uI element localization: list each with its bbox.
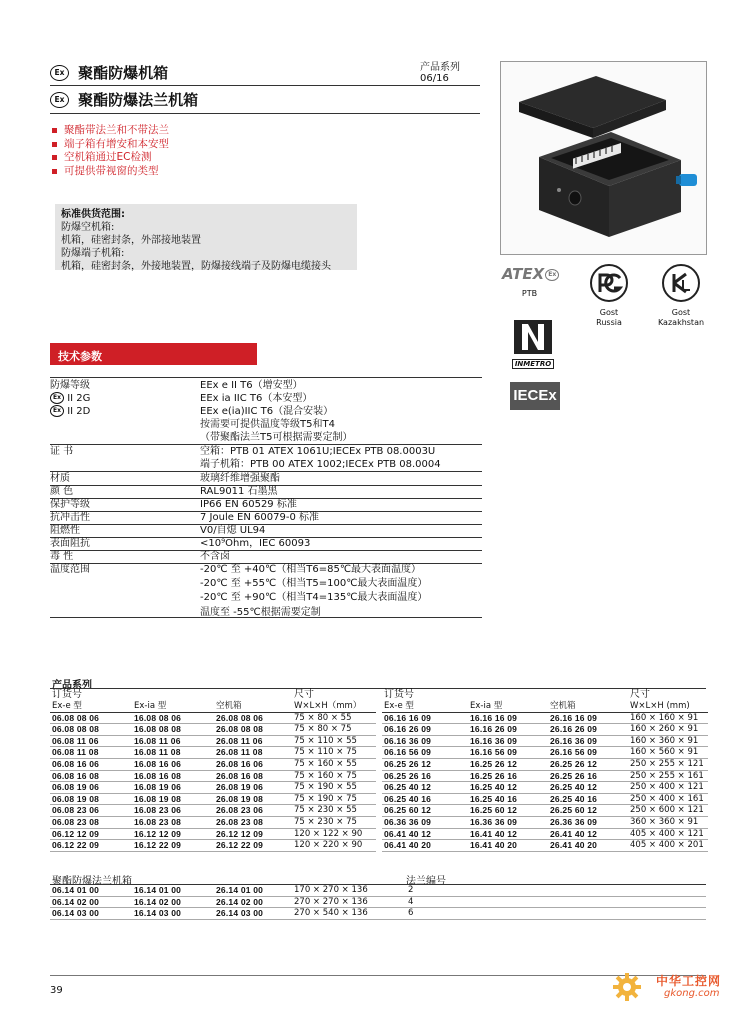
order-code-cell: 16.25 26 12	[468, 758, 548, 770]
dimension-cell: 360 × 360 × 91	[628, 816, 708, 828]
gear-icon	[612, 972, 642, 1002]
spec-value: -20℃ 至 +40℃（相当T6=85℃最大表面温度）	[200, 564, 422, 575]
gost-russia-label-2: Russia	[596, 317, 622, 327]
spec-value: EEx e(ia)IIC T6（混合安装）	[200, 406, 334, 417]
iecex-logo	[510, 382, 560, 410]
order-code-cell: 16.14 03 00	[132, 908, 214, 920]
inmetro-mark-icon	[512, 320, 554, 354]
spec-value: 端子机箱：PTB 00 ATEX 1002;IECEx PTB 08.0004	[200, 459, 441, 470]
order-code-cell: 26.41 40 20	[548, 840, 628, 852]
dimension-cell: 75 × 80 × 55	[292, 712, 376, 724]
table-row	[382, 770, 708, 782]
spec-label: 阻燃性	[50, 525, 80, 536]
col-exia: Ex-ia 型	[468, 701, 548, 712]
page-number: 39	[50, 985, 63, 996]
order-code-cell: 16.08 08 08	[132, 724, 214, 736]
dimension-cell: 75 × 160 × 55	[292, 758, 376, 770]
order-code-cell: 26.25 26 12	[548, 758, 628, 770]
spec-value: EEx ia IIC T6（本安型）	[200, 393, 313, 404]
supply-line: 防爆空机箱:	[61, 222, 115, 233]
table-row	[382, 758, 708, 770]
order-code-cell: 06.08 16 08	[50, 770, 132, 782]
table-row	[50, 758, 376, 770]
spec-value: （带聚酯法兰T5可根据需要定制）	[200, 432, 353, 443]
spec-value: 按需要可提供温度等级T5和T4	[200, 419, 335, 430]
table-row	[50, 782, 376, 794]
feature-item: 端子箱有增安和本安型	[52, 138, 169, 152]
dimension-cell: 75 × 230 × 75	[292, 816, 376, 828]
dimension-cell: 250 × 400 × 161	[628, 793, 708, 805]
spec-value: EEx e II T6（增安型）	[200, 380, 303, 391]
dimension-cell: 75 × 230 × 55	[292, 805, 376, 817]
order-code-cell: 16.25 40 12	[468, 782, 548, 794]
spec-value: 空箱：PTB 01 ATEX 1061U;IECEx PTB 08.0003U	[200, 446, 436, 457]
order-code-cell: 06.08 23 08	[50, 816, 132, 828]
table-row	[50, 770, 376, 782]
table-row	[382, 840, 708, 852]
order-table-left	[50, 689, 376, 852]
flange-number-cell: 4	[406, 896, 706, 908]
col-exe: Ex-e 型	[382, 701, 468, 712]
spec-value: RAL9011 石墨黑	[200, 486, 278, 497]
table-row	[50, 747, 376, 759]
spec-label: 毒 性	[50, 551, 74, 562]
table-row	[382, 782, 708, 794]
ptb-label: PTB	[521, 289, 538, 298]
col-empty: 空机箱	[214, 701, 292, 712]
dimension-cell: 120 × 220 × 90	[292, 840, 376, 852]
feature-list	[52, 124, 169, 178]
ex-icon: Ex	[545, 269, 559, 281]
order-code-cell: 16.08 16 08	[132, 770, 214, 782]
dimension-cell: 160 × 360 × 91	[628, 735, 708, 747]
order-code-cell: 06.25 60 12	[382, 805, 468, 817]
table-row	[382, 712, 708, 724]
table-row	[382, 816, 708, 828]
order-code-cell: 26.08 16 08	[214, 770, 292, 782]
spec-rule	[50, 550, 482, 551]
order-code-cell: 06.08 19 08	[50, 793, 132, 805]
order-code-cell: 06.25 40 16	[382, 793, 468, 805]
series-code: 06/16	[420, 73, 449, 84]
order-code-cell: 06.16 16 09	[382, 712, 468, 724]
supply-line: 机箱，硅密封条，外部接地装置	[61, 235, 201, 246]
order-code-cell: 26.08 08 08	[214, 724, 292, 736]
order-code-cell: 06.08 11 06	[50, 735, 132, 747]
inmetro-text: INMETRO	[512, 359, 554, 369]
spec-value: 玻璃纤维增强聚酯	[200, 473, 280, 484]
order-table-right	[382, 689, 708, 852]
order-code-cell: 26.08 19 08	[214, 793, 292, 805]
table-row	[50, 793, 376, 805]
atex-logo	[502, 265, 557, 299]
dimension-cell: 75 × 110 × 55	[292, 735, 376, 747]
order-code-cell: 16.16 36 09	[468, 735, 548, 747]
table-row	[50, 735, 376, 747]
order-code-cell: 16.08 23 08	[132, 816, 214, 828]
spec-value: 温度至 -55℃根据需要定制	[200, 606, 321, 618]
order-code-cell: 26.08 23 06	[214, 805, 292, 817]
order-code-cell: 26.16 26 09	[548, 724, 628, 736]
dimension-cell: 270 × 540 × 136	[292, 908, 406, 920]
order-code-cell: 16.08 23 06	[132, 805, 214, 817]
dimension-cell: 160 × 560 × 91	[628, 747, 708, 759]
dimension-cell: 405 × 400 × 121	[628, 828, 708, 840]
order-code-cell: 26.08 23 08	[214, 816, 292, 828]
order-code-cell: 26.16 16 09	[548, 712, 628, 724]
order-code-cell: 16.36 36 09	[468, 816, 548, 828]
order-code-cell: 06.41 40 12	[382, 828, 468, 840]
dimension-cell: 250 × 600 × 121	[628, 805, 708, 817]
order-code-cell: 16.12 22 09	[132, 840, 214, 852]
gost-russia-logo	[586, 264, 632, 327]
order-code-cell: 16.08 19 06	[132, 782, 214, 794]
table-row	[382, 724, 708, 736]
table-row	[50, 724, 376, 736]
order-code-cell: 06.14 01 00	[50, 885, 132, 896]
spec-label: 材质	[50, 473, 70, 484]
order-code-cell: 06.16 56 09	[382, 747, 468, 759]
order-code-cell: 06.08 19 06	[50, 782, 132, 794]
flange-number-cell: 2	[406, 885, 706, 896]
order-code-cell: 26.08 11 08	[214, 747, 292, 759]
pct-mark-icon	[592, 266, 626, 300]
dimension-cell: 250 × 255 × 121	[628, 758, 708, 770]
table-row	[382, 735, 708, 747]
gost-kazakhstan-logo	[655, 264, 707, 327]
order-code-cell: 26.14 01 00	[214, 885, 292, 896]
order-code-cell: 16.14 01 00	[132, 885, 214, 896]
order-code-cell: 26.12 12 09	[214, 828, 292, 840]
flange-heading: 聚酯防爆法兰机箱	[52, 876, 132, 887]
table-row	[382, 828, 708, 840]
spec-label: 温度范围	[50, 564, 90, 575]
supply-line: 机箱，硅密封条，外接地装置，防爆接线端子及防爆电缆接头	[61, 261, 331, 272]
standard-supply-box	[55, 204, 357, 270]
atex-text: ATEX	[502, 265, 545, 283]
dimension-cell: 75 × 190 × 55	[292, 782, 376, 794]
gost-russia-label-1: Gost	[599, 308, 619, 317]
kz-mark-icon	[664, 266, 698, 300]
order-code-cell: 16.12 12 09	[132, 828, 214, 840]
spec-rule	[50, 524, 482, 525]
order-code-cell: 26.08 16 06	[214, 758, 292, 770]
spec-top-rule	[50, 377, 482, 378]
inmetro-logo	[512, 320, 557, 369]
spec-value: V0/自熄 UL94	[200, 525, 266, 536]
order-code-cell: 16.25 40 16	[468, 793, 548, 805]
dimension-cell: 250 × 255 × 161	[628, 770, 708, 782]
order-code-cell: 06.14 02 00	[50, 896, 132, 908]
spec-label: II 2G	[67, 393, 91, 404]
spec-value: <10⁹Ohm，IEC 60093	[200, 538, 311, 549]
order-no-header: 订货号	[52, 689, 82, 700]
order-code-cell: 06.36 36 09	[382, 816, 468, 828]
watermark	[612, 968, 742, 1004]
dimension-cell: 405 × 400 × 201	[628, 840, 708, 852]
title-divider	[50, 85, 480, 86]
spec-label: 保护等级	[50, 499, 90, 510]
table-row	[50, 828, 376, 840]
order-code-cell: 16.08 11 08	[132, 747, 214, 759]
dimension-cell: 250 × 400 × 121	[628, 782, 708, 794]
spec-value: 不含卤	[200, 551, 230, 562]
title-line-2	[50, 89, 198, 110]
spec-bottom-rule	[50, 617, 482, 618]
table-row	[50, 840, 376, 852]
ex-icon: Ex	[50, 405, 64, 417]
col-empty: 空机箱	[548, 701, 628, 712]
order-code-cell: 06.16 36 09	[382, 735, 468, 747]
order-code-cell: 26.16 36 09	[548, 735, 628, 747]
table-row	[382, 805, 708, 817]
order-code-cell: 26.25 40 12	[548, 782, 628, 794]
dimension-cell: 160 × 160 × 91	[628, 712, 708, 724]
col-dim: W×L×H (mm)	[628, 701, 708, 712]
order-code-cell: 06.16 26 09	[382, 724, 468, 736]
series-block	[420, 62, 460, 84]
order-code-cell: 26.36 36 09	[548, 816, 628, 828]
dimension-cell: 75 × 160 × 75	[292, 770, 376, 782]
order-code-cell: 06.08 08 06	[50, 712, 132, 724]
order-code-cell: 06.08 11 08	[50, 747, 132, 759]
order-code-cell: 06.08 08 08	[50, 724, 132, 736]
size-header: 尺寸	[294, 689, 314, 700]
table-row	[50, 712, 376, 724]
order-code-cell: 16.16 26 09	[468, 724, 548, 736]
flange-number-cell: 6	[406, 908, 706, 920]
table-row	[50, 885, 706, 896]
flange-table	[50, 885, 706, 920]
dimension-cell: 270 × 270 × 136	[292, 896, 406, 908]
spec-value: 7 Joule EN 60079-0 标准	[200, 512, 319, 523]
order-code-cell: 16.25 26 16	[468, 770, 548, 782]
supply-line: 防爆端子机箱:	[61, 248, 125, 259]
order-code-cell: 26.08 19 06	[214, 782, 292, 794]
table-row	[382, 747, 708, 759]
order-code-cell: 06.25 26 16	[382, 770, 468, 782]
order-code-cell: 06.14 03 00	[50, 908, 132, 920]
spec-value: IP66 EN 60529 标准	[200, 499, 297, 510]
spec-label: 抗冲击性	[50, 512, 90, 523]
spec-label: 颜 色	[50, 486, 74, 497]
order-code-cell: 26.08 08 06	[214, 712, 292, 724]
order-code-cell: 16.08 16 06	[132, 758, 214, 770]
spec-label: 防爆等级	[50, 380, 90, 391]
order-no-header: 订货号	[384, 689, 414, 700]
order-code-cell: 26.14 02 00	[214, 896, 292, 908]
ex-icon: Ex	[50, 392, 64, 404]
title-divider	[50, 113, 480, 114]
feature-item: 聚酯带法兰和不带法兰	[52, 124, 169, 138]
order-code-cell: 06.41 40 20	[382, 840, 468, 852]
order-code-cell: 16.08 08 06	[132, 712, 214, 724]
order-code-cell: 26.25 40 16	[548, 793, 628, 805]
order-code-cell: 16.41 40 12	[468, 828, 548, 840]
order-code-cell: 26.41 40 12	[548, 828, 628, 840]
order-code-cell: 06.25 26 12	[382, 758, 468, 770]
page-title-1: 聚酯防爆机箱	[78, 64, 169, 82]
spec-value: -20℃ 至 +90℃（相当T4=135℃最大表面温度）	[200, 592, 428, 604]
order-code-cell: 06.25 40 12	[382, 782, 468, 794]
table-row	[382, 793, 708, 805]
ex-badge-icon: Ex	[50, 92, 69, 108]
table-row	[50, 805, 376, 817]
col-exia: Ex-ia 型	[132, 701, 214, 712]
order-code-cell: 16.08 11 06	[132, 735, 214, 747]
order-code-cell: 06.12 22 09	[50, 840, 132, 852]
order-code-cell: 26.12 22 09	[214, 840, 292, 852]
spec-value: -20℃ 至 +55℃（相当T5=100℃最大表面温度）	[200, 578, 428, 590]
table-row	[50, 816, 376, 828]
spec-label: II 2D	[67, 406, 91, 417]
footer-rule	[50, 975, 706, 976]
order-code-cell: 26.14 03 00	[214, 908, 292, 920]
feature-item: 可提供带视窗的类型	[52, 165, 169, 179]
product-series-title: 产品系列	[52, 680, 92, 691]
dimension-cell: 75 × 110 × 75	[292, 747, 376, 759]
order-code-cell: 26.25 60 12	[548, 805, 628, 817]
table-row	[50, 896, 706, 908]
order-code-cell: 06.12 12 09	[50, 828, 132, 840]
ex-badge-icon: Ex	[50, 65, 69, 81]
dimension-cell: 120 × 122 × 90	[292, 828, 376, 840]
spec-label: 证 书	[50, 446, 74, 457]
dimension-cell: 75 × 80 × 75	[292, 724, 376, 736]
order-code-cell: 26.08 11 06	[214, 735, 292, 747]
order-code-cell: 06.08 23 06	[50, 805, 132, 817]
title-line-1	[50, 62, 168, 83]
gost-kz-label-2: Kazakhstan	[657, 317, 705, 327]
size-header: 尺寸	[630, 689, 650, 700]
order-code-cell: 26.25 26 16	[548, 770, 628, 782]
order-code-cell: 16.16 56 09	[468, 747, 548, 759]
order-code-cell: 16.08 19 08	[132, 793, 214, 805]
order-code-cell: 16.14 02 00	[132, 896, 214, 908]
col-exe: Ex-e 型	[50, 701, 132, 712]
table-row	[50, 908, 706, 920]
supply-heading: 标准供货范围:	[61, 209, 125, 220]
flange-no-heading: 法兰编号	[406, 876, 446, 887]
order-code-cell: 16.41 40 20	[468, 840, 548, 852]
spec-label: 表面阻抗	[50, 538, 90, 549]
product-photo	[500, 61, 707, 255]
tech-params-header	[50, 343, 257, 365]
watermark-cn: 中华工控网	[656, 974, 722, 988]
series-label: 产品系列	[420, 62, 460, 73]
order-code-cell: 16.25 60 12	[468, 805, 548, 817]
watermark-url: gkong.com	[664, 988, 720, 999]
col-dim: W×L×H（mm）	[292, 701, 376, 712]
dimension-cell: 170 × 270 × 136	[292, 885, 406, 896]
gost-kz-label-1: Gost	[671, 308, 691, 317]
dimension-cell: 75 × 190 × 75	[292, 793, 376, 805]
order-code-cell: 06.08 16 06	[50, 758, 132, 770]
dimension-cell: 160 × 260 × 91	[628, 724, 708, 736]
order-code-cell: 16.16 16 09	[468, 712, 548, 724]
feature-item: 空机箱通过EC检测	[52, 151, 169, 165]
junction-box-illustration	[501, 62, 706, 254]
order-code-cell: 26.16 56 09	[548, 747, 628, 759]
tech-params-title: 技术参数	[58, 350, 102, 363]
page-title-2: 聚酯防爆法兰机箱	[78, 91, 199, 109]
iecex-text: IECEx	[513, 387, 557, 404]
